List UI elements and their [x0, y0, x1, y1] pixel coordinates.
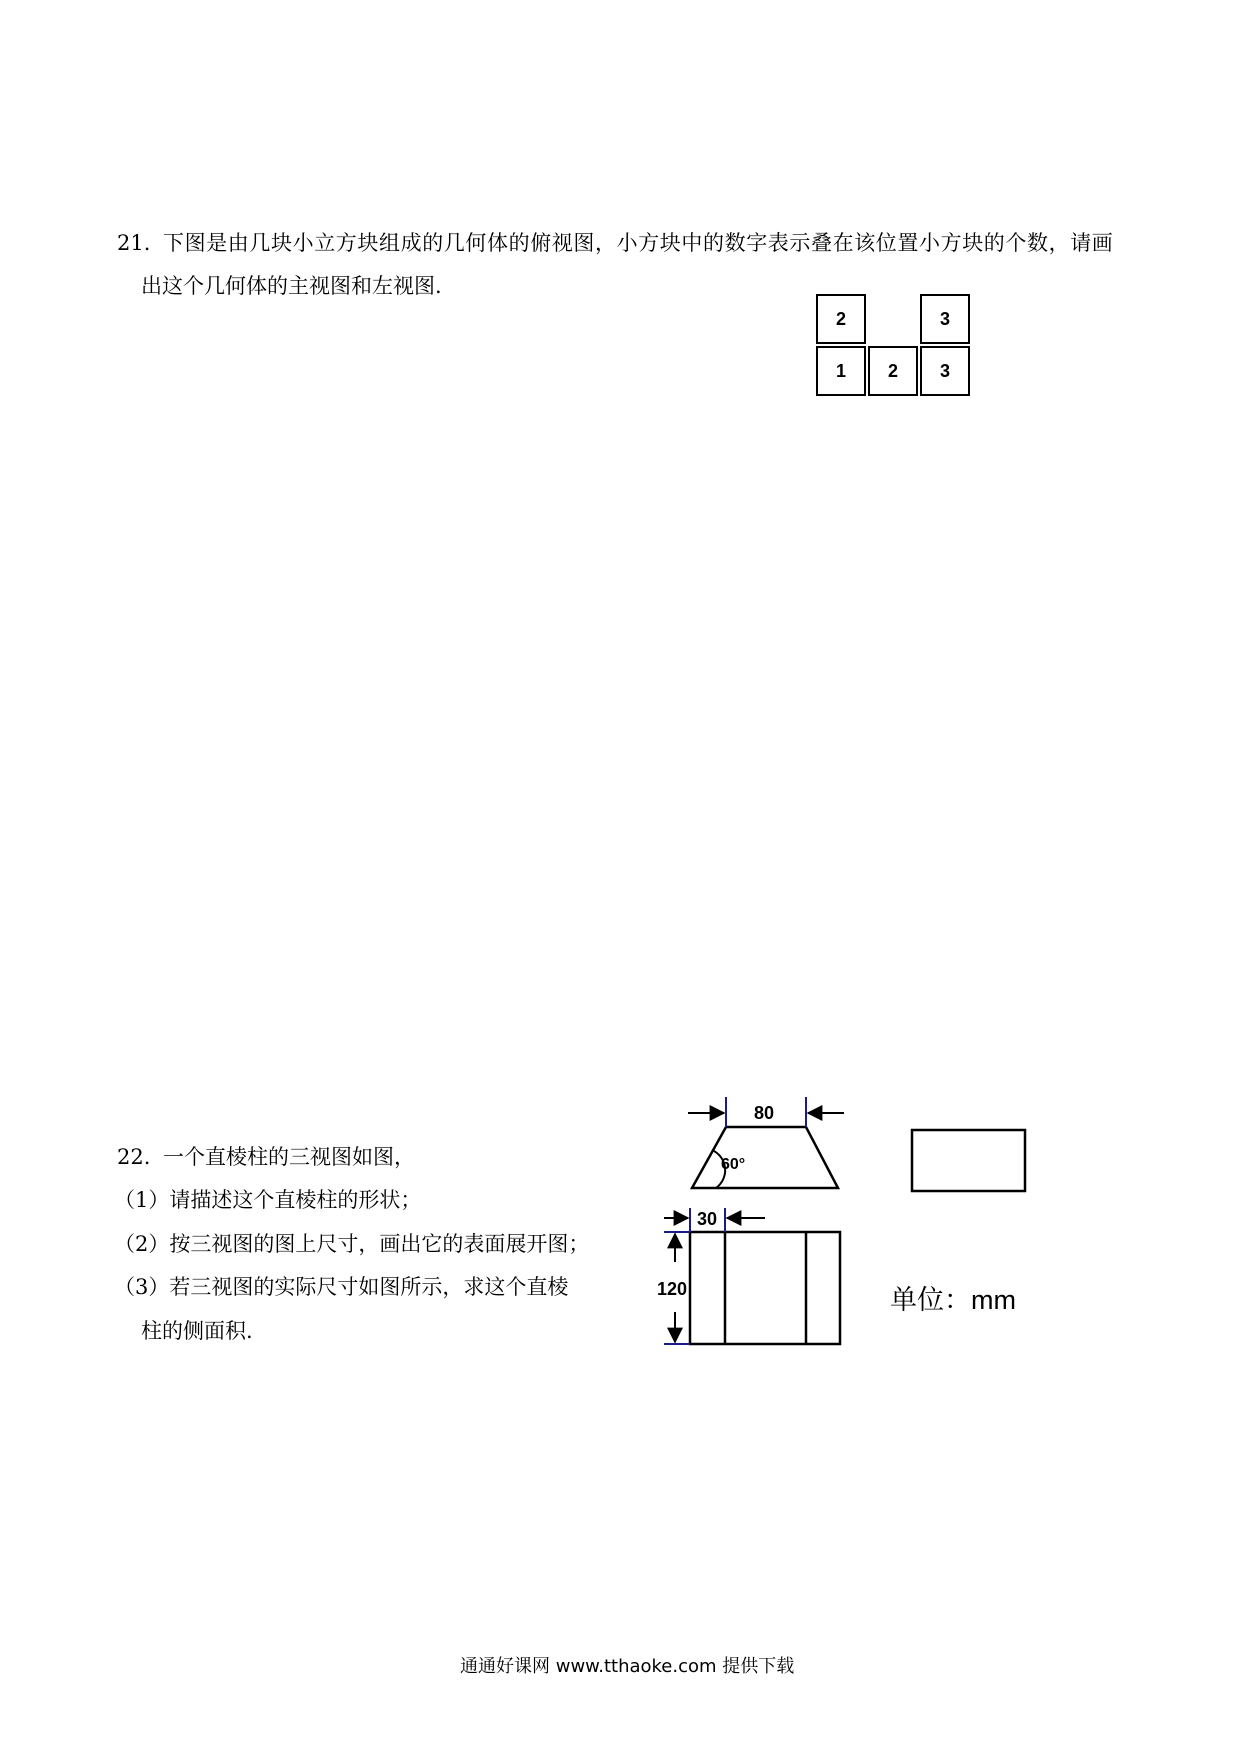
side-view-rectangle: [912, 1130, 1025, 1191]
unit-label: 单位：mm: [890, 1285, 1016, 1315]
footer-text: 通通好课网 www.tthaoke.com 提供下载: [460, 1656, 795, 1677]
grid-cell-bottom-right: [920, 346, 970, 396]
grid-cell-top-left: [816, 294, 866, 344]
q22-part3-line2: 柱的侧面积.: [141, 1319, 253, 1343]
q21-number: 21.: [117, 231, 151, 255]
grid-value-top-right: 3: [939, 308, 950, 329]
front-view-trapezoid: [692, 1127, 838, 1188]
angle-label: 60°: [721, 1156, 746, 1173]
q21-line1: 下图是由几块小立方块组成的几何体的俯视图，小方块中的数字表示叠在该位置小方块的个数，请画: [163, 231, 1114, 255]
grid-value-bottom-right: 3: [939, 360, 950, 381]
grid-value-bottom-middle: 2: [887, 360, 898, 381]
q22-part1: （1）请描述这个直棱柱的形状；: [114, 1188, 422, 1212]
grid-value-top-left: 2: [835, 308, 846, 329]
dim-120-label: 120: [657, 1279, 688, 1299]
top-view-grid: [816, 294, 972, 400]
q22-line1: 一个直棱柱的三视图如图，: [163, 1145, 415, 1169]
dim-80-label: 80: [754, 1103, 775, 1123]
grid-cell-bottom-left: [816, 346, 866, 396]
q22-number: 22.: [117, 1145, 151, 1169]
grid-cell-top-right: [920, 294, 970, 344]
q22-part3-line1: （3）若三视图的实际尺寸如图所示，求这个直棱: [114, 1275, 569, 1299]
grid-value-bottom-left: 1: [835, 360, 846, 381]
q22-part2: （2）按三视图的图上尺寸，画出它的表面展开图；: [114, 1232, 590, 1256]
top-view-rectangle: [690, 1232, 840, 1344]
grid-cell-bottom-middle: [868, 346, 918, 396]
dim-30-label: 30: [697, 1209, 718, 1229]
q21-line2: 出这个几何体的主视图和左视图.: [141, 274, 442, 298]
